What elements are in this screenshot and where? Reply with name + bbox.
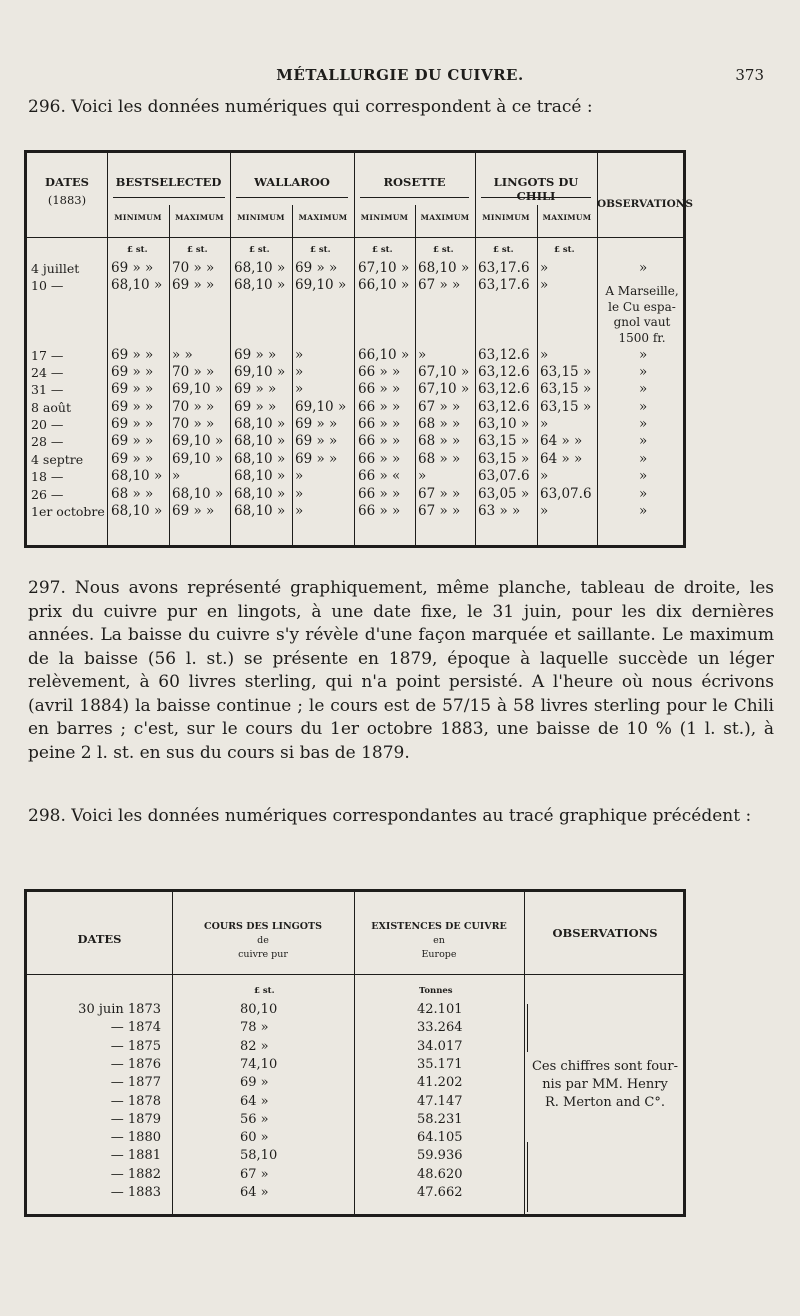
existence-cell: 47.662 <box>417 1185 463 1200</box>
obs-cell: » <box>639 502 648 519</box>
table-row <box>27 364 683 381</box>
observation-note <box>599 284 685 346</box>
col-observations-header: OBSERVATIONS <box>597 198 693 210</box>
sub-max: MAXIMUM <box>542 213 592 222</box>
obs-cell: » <box>639 485 648 502</box>
value-cell: 66 » » <box>358 502 401 519</box>
value-cell: 63 » » <box>478 502 521 519</box>
note-line: gnol vaut <box>613 315 671 329</box>
unit-exist: Tonnes <box>419 986 453 996</box>
page-number: 373 <box>735 66 764 84</box>
sub-min: MINIMUM <box>237 213 285 222</box>
value-cell: 63,15 » <box>478 433 530 450</box>
note-line: le Cu espa- <box>608 299 676 314</box>
date-cell: — 1880 <box>110 1130 161 1146</box>
value-cell: » <box>540 502 549 519</box>
value-cell: 69,10 » <box>172 450 224 467</box>
table-row <box>27 451 683 468</box>
col-observations-header: OBSERVATIONS <box>552 926 658 940</box>
value-cell: » <box>295 468 304 485</box>
group-header-1: BESTSELECTED <box>115 175 222 189</box>
value-cell: » <box>172 468 181 485</box>
cours-cell: 64 » <box>240 1093 269 1109</box>
value-cell: 63,05 » <box>478 485 530 502</box>
obs-cell: » <box>639 381 648 398</box>
value-cell: » <box>295 381 304 398</box>
value-cell: » <box>418 468 427 485</box>
date-cell: 30 juin 1873 <box>78 1002 161 1017</box>
value-cell: 68 » » <box>418 416 461 433</box>
table-row <box>27 1111 683 1129</box>
value-cell: 69 » » <box>295 433 338 450</box>
value-cell: 63,07.6 <box>540 485 592 502</box>
table-row <box>27 1129 683 1147</box>
existence-cell: 58.231 <box>417 1111 463 1127</box>
value-cell: 64 » » <box>540 450 583 467</box>
unit-label: £ st. <box>310 245 331 255</box>
running-title: MÉTALLURGIE DU CUIVRE. <box>276 66 524 84</box>
obs-cell: » <box>639 468 648 485</box>
table-row <box>27 1147 683 1165</box>
value-cell: 63,12.6 <box>478 381 530 398</box>
cours-cell: 60 » <box>240 1130 269 1146</box>
value-cell: 63,17.6 <box>478 260 530 276</box>
date-cell: — 1879 <box>110 1111 161 1127</box>
table-row <box>27 468 683 485</box>
value-cell: 69 » » <box>111 433 154 450</box>
value-cell: 69,10 » <box>295 277 347 294</box>
unit-cours: £ st. <box>254 986 275 996</box>
value-cell: 63,15 » <box>540 398 592 415</box>
value-cell: 63,07.6 <box>478 468 530 485</box>
value-cell: 69 » » <box>111 364 154 381</box>
cours-cell: 56 » <box>240 1111 269 1127</box>
table-row <box>27 277 683 294</box>
value-cell: 66 » » <box>358 398 401 415</box>
value-cell: 68,10 » <box>234 277 286 294</box>
value-cell: 66 » » <box>358 364 401 381</box>
value-cell: » <box>295 502 304 519</box>
value-cell: 69 » » <box>234 398 277 415</box>
value-cell: 63,12.6 <box>478 364 530 381</box>
value-cell: 66 » » <box>358 433 401 450</box>
date-cell: 18 — <box>31 469 64 485</box>
obs-cell: » <box>639 346 648 363</box>
sub-max: MAXIMUM <box>175 213 224 222</box>
col-existences-header <box>354 920 524 962</box>
existence-cell: 42.101 <box>417 1002 463 1017</box>
group-header-2: WALLAROO <box>254 175 330 189</box>
value-cell: 69,10 » <box>172 433 224 450</box>
value-cell: 64 » » <box>540 433 583 450</box>
note-line: R. Merton and C°. <box>545 1095 665 1110</box>
col-cours-line: de <box>257 935 269 946</box>
table-row <box>27 433 683 450</box>
value-cell: 67,10 » <box>358 260 410 276</box>
value-cell: » <box>295 485 304 502</box>
obs-cell: » <box>639 433 648 450</box>
value-cell: 69 » » <box>111 450 154 467</box>
unit-label: £ st. <box>493 245 514 255</box>
date-cell: 31 — <box>31 382 64 398</box>
paragraph-298: 298. Voici les données numériques correspondantes au tracé graphique précédent : <box>28 806 752 826</box>
value-cell: » <box>540 346 549 363</box>
cours-cell: 69 » <box>240 1075 269 1091</box>
sub-min: MINIMUM <box>482 213 530 222</box>
value-cell: 70 » » <box>172 416 215 433</box>
observation-note <box>524 1058 686 1112</box>
sub-max: MAXIMUM <box>420 213 470 222</box>
table-row <box>27 503 683 520</box>
value-cell: 69 » » <box>172 277 215 294</box>
value-cell: 67,10 » <box>418 364 470 381</box>
value-cell: 68,10 » <box>234 433 286 450</box>
value-cell: » <box>540 416 549 433</box>
value-cell: 68,10 » <box>418 260 470 276</box>
date-cell: 24 — <box>31 365 64 381</box>
value-cell: 67,10 » <box>418 381 470 398</box>
group-header-3: ROSETTE <box>383 175 446 189</box>
col-exist-line: Europe <box>421 949 457 960</box>
value-cell: 68,10 » <box>234 260 286 276</box>
date-cell: 20 — <box>31 417 64 433</box>
value-cell: 69 » » <box>295 450 338 467</box>
table-row <box>27 381 683 398</box>
value-cell: 69 » » <box>111 260 154 276</box>
table-row <box>27 1166 683 1184</box>
unit-label: £ st. <box>433 245 454 255</box>
value-cell: 68 » » <box>418 450 461 467</box>
value-cell: 63,15 » <box>540 381 592 398</box>
value-cell: 69 » » <box>111 398 154 415</box>
value-cell: 70 » » <box>172 364 215 381</box>
paragraph-296: 296. Voici les données numériques qui correspondent à ce tracé : <box>28 97 593 117</box>
copper-price-history-table <box>24 889 686 1217</box>
value-cell: 69,10 » <box>295 398 347 415</box>
date-cell: 4 juillet <box>31 261 80 276</box>
value-cell: » <box>418 346 427 363</box>
date-cell: — 1881 <box>110 1148 161 1164</box>
value-cell: 70 » » <box>172 398 215 415</box>
value-cell: 67 » » <box>418 277 461 294</box>
value-cell: 63,15 » <box>540 364 592 381</box>
value-cell: 69 » » <box>111 346 154 363</box>
cours-cell: 78 » <box>240 1020 269 1036</box>
table-row <box>27 347 683 364</box>
date-cell: — 1874 <box>110 1020 161 1036</box>
col-cours-header <box>172 920 354 962</box>
value-cell: 63,15 » <box>478 450 530 467</box>
obs-cell: » <box>639 364 648 381</box>
cours-cell: 80,10 <box>240 1002 278 1017</box>
value-cell: » <box>540 277 549 294</box>
table-row <box>27 399 683 416</box>
obs-cell: » <box>639 416 648 433</box>
col-exist-line: EXISTENCES DE CUIVRE <box>371 921 507 932</box>
table-row <box>27 486 683 503</box>
value-cell: 69 » » <box>234 381 277 398</box>
unit-label: £ st. <box>554 245 575 255</box>
value-cell: 68,10 » <box>111 277 163 294</box>
cours-cell: 82 » <box>240 1038 269 1054</box>
value-cell: 68,10 » <box>234 468 286 485</box>
value-cell: 63,12.6 <box>478 346 530 363</box>
unit-label: £ st. <box>372 245 393 255</box>
note-line: Ces chiffres sont four- <box>531 1059 679 1074</box>
running-header <box>30 66 770 90</box>
date-cell: 1er octobre <box>31 503 105 519</box>
existence-cell: 64.105 <box>417 1130 463 1146</box>
date-cell: 10 — <box>31 278 64 294</box>
col-cours-line: COURS DES LINGOTS <box>204 921 322 932</box>
existence-cell: 48.620 <box>417 1166 463 1182</box>
value-cell: 69,10 » <box>234 364 286 381</box>
col-cours-line: cuivre pur <box>238 949 288 960</box>
existence-cell: 59.936 <box>417 1148 463 1164</box>
value-cell: 69 » » <box>172 502 215 519</box>
value-cell: 67 » » <box>418 502 461 519</box>
value-cell: 70 » » <box>172 260 215 276</box>
value-cell: 66 » » <box>358 485 401 502</box>
value-cell: 69,10 » <box>172 381 224 398</box>
existence-cell: 47.147 <box>417 1093 463 1109</box>
value-cell: 67 » » <box>418 398 461 415</box>
value-cell: 69 » » <box>111 416 154 433</box>
date-cell: — 1882 <box>110 1166 161 1182</box>
date-cell: 8 août <box>31 399 71 415</box>
table-row <box>27 1001 683 1019</box>
date-cell: 28 — <box>31 434 64 450</box>
value-cell: 68,10 » <box>111 468 163 485</box>
value-cell: » » <box>172 346 193 363</box>
table-row <box>27 1184 683 1202</box>
value-cell: 69 » » <box>111 381 154 398</box>
date-cell: — 1875 <box>110 1038 161 1054</box>
existence-cell: 41.202 <box>417 1075 463 1091</box>
value-cell: 68,10 » <box>234 450 286 467</box>
cours-cell: 74,10 <box>240 1056 278 1072</box>
date-cell: 4 septre <box>31 451 84 467</box>
obs-cell: » <box>639 450 648 467</box>
value-cell: 66,10 » <box>358 346 410 363</box>
date-cell: — 1878 <box>110 1093 161 1109</box>
unit-label: £ st. <box>187 245 208 255</box>
value-cell: 66 » » <box>358 416 401 433</box>
value-cell: 68,10 » <box>234 416 286 433</box>
note-line: nis par MM. Henry <box>542 1077 668 1092</box>
table-row <box>27 260 683 277</box>
existence-cell: 34.017 <box>417 1038 463 1054</box>
value-cell: » <box>295 364 304 381</box>
value-cell: 66 » « <box>358 468 401 485</box>
cours-cell: 64 » <box>240 1185 269 1200</box>
value-cell: » <box>540 260 549 276</box>
sub-min: MINIMUM <box>360 213 409 222</box>
table-row <box>27 416 683 433</box>
value-cell: 66 » » <box>358 381 401 398</box>
col-dates-header: DATES <box>45 175 89 189</box>
cours-cell: 58,10 <box>240 1148 278 1164</box>
obs-cell: » <box>639 260 648 276</box>
value-cell: 68,10 » <box>111 502 163 519</box>
value-cell: 69 » » <box>295 416 338 433</box>
sub-max: MAXIMUM <box>298 213 348 222</box>
cours-cell: 67 » <box>240 1166 269 1182</box>
date-cell: — 1876 <box>110 1056 161 1072</box>
sub-min: MINIMUM <box>114 213 162 222</box>
obs-cell: » <box>639 398 648 415</box>
value-cell: 69 » » <box>295 260 338 276</box>
col-exist-line: en <box>433 935 445 946</box>
value-cell: 63,17.6 <box>478 277 530 294</box>
value-cell: 66,10 » <box>358 277 410 294</box>
group-header-4: LINGOTS DU CHILI <box>493 175 579 203</box>
col-dates-year: (1883) <box>47 193 87 207</box>
value-cell: 68,10 » <box>234 502 286 519</box>
value-cell: 67 » » <box>418 485 461 502</box>
table-row <box>27 1019 683 1037</box>
date-cell: 26 — <box>31 486 64 502</box>
date-cell: 17 — <box>31 347 64 363</box>
copper-prices-table-1883 <box>24 150 693 548</box>
date-cell: — 1877 <box>110 1075 161 1091</box>
value-cell: » <box>295 346 304 363</box>
value-cell: 66 » » <box>358 450 401 467</box>
existence-cell: 35.171 <box>417 1056 463 1072</box>
value-cell: 63,12.6 <box>478 398 530 415</box>
col-dates-header: DATES <box>77 932 122 946</box>
unit-label: £ st. <box>127 245 148 255</box>
value-cell: 68 » » <box>111 485 154 502</box>
value-cell: 68,10 » <box>172 485 224 502</box>
value-cell: » <box>540 468 549 485</box>
value-cell: 63,10 » <box>478 416 530 433</box>
existence-cell: 33.264 <box>417 1020 463 1036</box>
note-line: 1500 fr. <box>618 330 666 345</box>
paragraph-297: 297. Nous avons représenté graphiquement, même planche, tableau de droite, les prix du cuivre pur en lingots, à une date fixe, le 31 juin, pour les dix dernières années. La baisse du cuivre s'y révèle d'une façon marquée et saillante. Le maximum de la baisse (56 l. st.) se présente en 1879, époque à laquelle succède un léger relèvement, à 60 livres sterling, qui n'a point persisté. A l'heure où nous écrivons (avril 1884) la baisse continue ; le cours est de 57/15 à 58 livres sterling pour le Chili en barres ; c'est, sur le cours du 1er octobre 1883, une baisse de 10 % (1 l. st.), à peine 2 l. st. en sus du cours si bas de 1879. <box>28 578 774 763</box>
value-cell: 69 » » <box>234 346 277 363</box>
table-row <box>27 1038 683 1056</box>
unit-label: £ st. <box>249 245 270 255</box>
note-line: A Marseille, <box>605 284 679 298</box>
date-cell: — 1883 <box>110 1185 161 1200</box>
value-cell: 68 » » <box>418 433 461 450</box>
value-cell: 68,10 » <box>234 485 286 502</box>
